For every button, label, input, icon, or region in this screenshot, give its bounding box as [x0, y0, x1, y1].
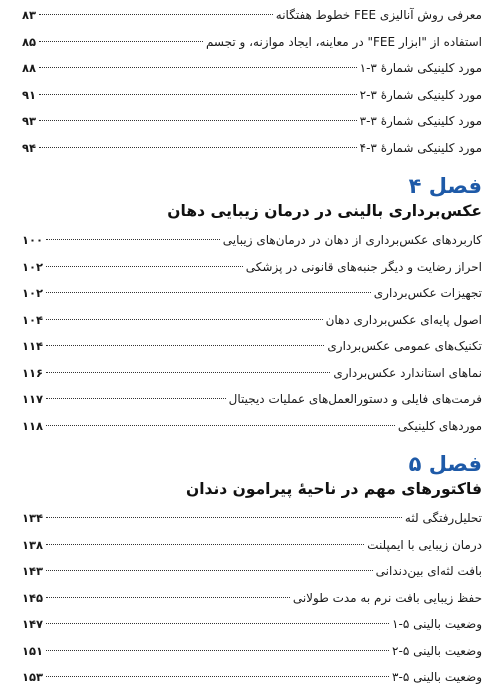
chapter-title: فاکتورهای مهم در ناحیهٔ پیرامون دندان — [185, 480, 482, 498]
toc-entry-title: مورد کلینیکی شمارهٔ ۳-۱ — [359, 61, 482, 75]
toc-entry[interactable] — [22, 360, 482, 387]
toc-entry-page: ۱۵۳ — [22, 670, 44, 684]
toc-entry[interactable] — [22, 29, 482, 56]
toc-entry[interactable] — [22, 108, 482, 135]
toc-entry-title: حفظ زیبایی بافت نرم به مدت طولانی — [292, 590, 482, 605]
toc-entry[interactable] — [22, 82, 482, 109]
toc-entry-title: درمان زیبایی با ایمپلنت — [367, 537, 482, 552]
toc-leader-dots — [46, 372, 330, 373]
toc-entry[interactable] — [22, 558, 482, 585]
toc-entry[interactable] — [22, 505, 482, 532]
toc-entry-page: ۱۳۴ — [22, 511, 44, 525]
toc-entry[interactable] — [22, 2, 482, 29]
toc-entry-title: احراز رضایت و دیگر جنبه‌های قانونی در پزشکی — [245, 259, 482, 274]
toc-entry-page: ۱۴۷ — [22, 617, 44, 631]
toc-leader-dots — [39, 94, 357, 95]
toc-leader-dots — [46, 398, 226, 399]
toc-leader-dots — [46, 266, 243, 267]
toc-entry-page: ۹۴ — [22, 140, 37, 155]
toc-entry-page: ۸۳ — [22, 8, 37, 22]
toc-entry-title: تحلیل‌رفتگی لثه — [404, 511, 482, 525]
toc-entry-title: مورد کلینیکی شمارهٔ ۳-۲ — [359, 87, 482, 102]
toc-leader-dots — [46, 570, 373, 571]
toc-entry-title: استفاده از "ابزار FEE" در معاینه، ایجاد موازنه، و تجسم — [205, 34, 482, 49]
chapter-label: فصل ۴ — [408, 174, 482, 198]
toc-entry-title: وضعیت بالینی ۵-۱ — [392, 617, 482, 631]
toc-entry[interactable] — [22, 254, 482, 281]
toc-entry-page: ۸۵ — [22, 34, 37, 49]
toc-entry-page: ۹۳ — [22, 114, 37, 128]
toc-entry-title: وضعیت بالینی ۵-۲ — [392, 643, 482, 658]
toc-leader-dots — [46, 676, 389, 677]
chapter-4-section — [22, 173, 482, 439]
toc-entry-page: ۱۳۸ — [22, 537, 44, 552]
toc-entry-title: تکنیک‌های عمومی عکس‌برداری — [327, 339, 482, 353]
chapter-label: فصل ۵ — [408, 452, 482, 476]
toc-leader-dots — [39, 67, 357, 68]
toc-leader-dots — [46, 319, 323, 320]
toc-leader-dots — [46, 292, 371, 293]
toc-leader-dots — [46, 544, 364, 545]
toc-entry-page: ۱۰۲ — [22, 286, 44, 300]
toc-entry-title: وضعیت بالینی ۵-۳ — [392, 670, 482, 684]
toc-leader-dots — [46, 597, 290, 598]
toc-entry-page: ۱۵۱ — [22, 643, 44, 658]
toc-entry-page: ۱۰۴ — [22, 312, 44, 327]
toc-entry-title: مورد کلینیکی شمارهٔ ۳-۴ — [359, 140, 482, 155]
toc-entry[interactable] — [22, 585, 482, 612]
toc-entry-title: معرفی روش آنالیزی FEE خطوط هفتگانه — [275, 8, 482, 22]
toc-entry-title: بافت لثه‌ای بین‌دندانی — [375, 564, 482, 578]
toc-leader-dots — [39, 14, 273, 15]
toc-leader-dots — [46, 650, 389, 651]
toc-leader-dots — [39, 120, 357, 121]
toc-leader-dots — [46, 425, 395, 426]
toc-entry-page: ۱۱۷ — [22, 392, 44, 406]
toc-entry[interactable] — [22, 280, 482, 307]
toc-entry-page: ۱۰۰ — [22, 233, 44, 247]
toc-entry-title: تجهیزات عکس‌برداری — [373, 286, 482, 300]
toc-entry-page: ۸۸ — [22, 61, 37, 75]
toc-leader-dots — [46, 517, 402, 518]
toc-entry-page: ۱۰۲ — [22, 259, 44, 274]
toc-entry[interactable] — [22, 135, 482, 162]
toc-entry[interactable] — [22, 413, 482, 440]
toc-entry[interactable] — [22, 307, 482, 334]
toc-leader-dots — [39, 41, 203, 42]
toc-leader-dots — [46, 345, 324, 346]
toc-leader-dots — [46, 623, 389, 624]
toc-entry[interactable] — [22, 333, 482, 360]
toc-entry-page: ۱۴۵ — [22, 590, 44, 605]
toc-entry-title: نماهای استاندارد عکس‌برداری — [333, 365, 482, 380]
toc-entry-page: ۱۱۶ — [22, 365, 44, 380]
toc-entry[interactable] — [22, 664, 482, 691]
toc-entry-page: ۱۱۸ — [22, 418, 44, 433]
toc-entry-title: اصول پایه‌ای عکس‌برداری دهان — [325, 312, 482, 327]
toc-entry-title: فرمت‌های فایلی و دستورالعمل‌های عملیات دیجیتال — [228, 392, 482, 406]
toc-entry[interactable] — [22, 611, 482, 638]
toc-leader-dots — [46, 239, 220, 240]
toc-entry-page: ۱۴۳ — [22, 564, 44, 578]
chapter-5-section — [22, 451, 482, 691]
toc-section-chapter3-tail — [22, 0, 482, 161]
toc-entry[interactable] — [22, 227, 482, 254]
toc-entry[interactable] — [22, 532, 482, 559]
toc-entry[interactable] — [22, 55, 482, 82]
toc-entry-page: ۱۱۴ — [22, 339, 44, 353]
toc-entry-title: مورد کلینیکی شمارهٔ ۳-۳ — [359, 114, 482, 128]
toc-entry-title: موردهای کلینیکی — [397, 418, 482, 433]
toc-entry-title: کاربردهای عکس‌برداری از دهان در درمان‌های زیبایی — [222, 233, 482, 247]
toc-entry[interactable] — [22, 386, 482, 413]
toc-leader-dots — [39, 147, 357, 148]
chapter-title: عکس‌برداری بالینی در درمان زیبایی دهان — [167, 202, 482, 220]
toc-entry-page: ۹۱ — [22, 87, 37, 102]
toc-entry[interactable] — [22, 638, 482, 665]
